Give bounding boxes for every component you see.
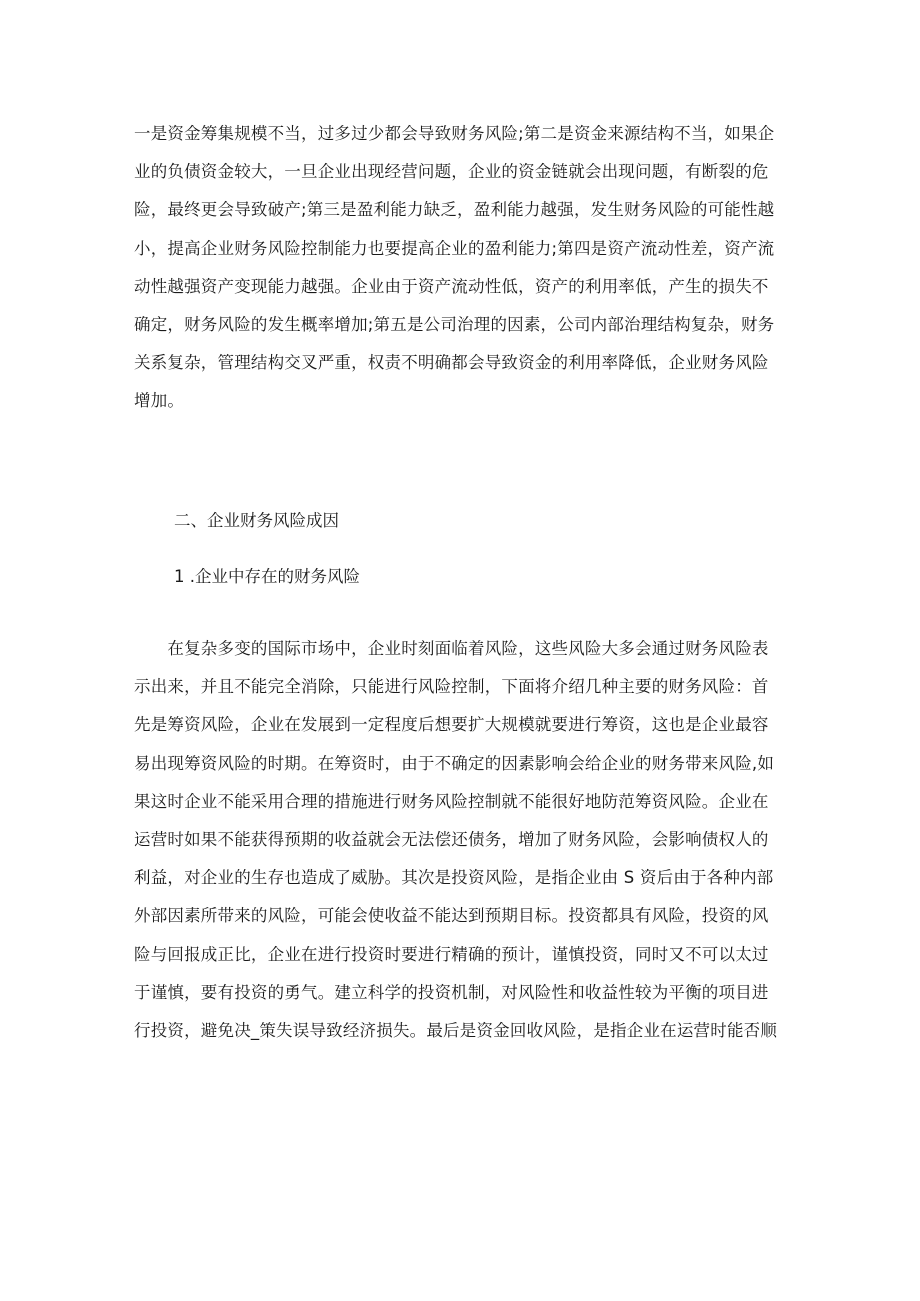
text-line: 险，最终更会导致破产;第三是盈利能力缺乏，盈利能力越强，发生财务风险的可能性越: [134, 200, 775, 220]
text-line: 易出现筹资风险的时期。在筹资时，由于不确定的因素影响会给企业的财务带来风险,如: [134, 753, 775, 773]
paragraph-financial-risk-types: [134, 630, 794, 1050]
text-line: 一是资金筹集规模不当，过多过少都会导致财务风险;第二是资金来源结构不当，如果企: [134, 124, 775, 143]
text-line: 增加。: [134, 391, 185, 411]
subsection-heading: 1 .企业中存在的财务风险: [174, 567, 360, 586]
text-line: 外部因素所带来的风险，可能会使收益不能达到预期目标。投资都具有风险，投资的风: [134, 906, 769, 926]
text-line: 小，提高企业财务风险控制能力也要提高企业的盈利能力;第四是资产流动性差，资产流: [134, 238, 775, 258]
text-line: 示出来，并且不能完全消除，只能进行风险控制，下面将介绍几种主要的财务风险：首: [134, 677, 769, 697]
text-line: 确定，财务风险的发生概率增加;第五是公司治理的因素，公司内部治理结构复杂，财务: [134, 314, 775, 334]
paragraph-financial-risk-factors: [134, 115, 794, 421]
text-line: 险与回报成正比，企业在进行投资时要进行精确的预计，谨慎投资，同时又不可以太过: [134, 944, 769, 964]
text-line: 于谨慎，要有投资的勇气。建立科学的投资机制，对风险性和收益性较为平衡的项目进: [134, 982, 769, 1002]
text-line: 关系复杂，管理结构交叉严重，权责不明确都会导致资金的利用率降低，企业财务风险: [134, 353, 769, 373]
text-line: 运营时如果不能获得预期的收益就会无法偿还债务，增加了财务风险，会影响债权人的: [134, 829, 769, 849]
text-line: 在复杂多变的国际市场中，企业时刻面临着风险，这些风险大多会通过财务风险表: [134, 639, 769, 658]
text-line: 行投资，避免决_策失误导致经济损失。最后是资金回收风险，是指企业在运营时能否顺: [134, 1020, 778, 1040]
text-line: 先是筹资风险，企业在发展到一定程度后想要扩大规模就要进行筹资，这也是企业最容: [134, 715, 769, 735]
text-line: 果这时企业不能采用合理的措施进行财务风险控制就不能很好地防范筹资风险。企业在: [134, 791, 769, 811]
text-line: 业的负债资金较大，一旦企业出现经营问题，企业的资金链就会出现问题，有断裂的危: [134, 162, 769, 182]
text-line: 动性越强资产变现能力越强。企业由于资产流动性低，资产的利用率低，产生的损失不: [134, 276, 769, 296]
section-heading: 二、企业财务风险成因: [174, 511, 339, 530]
text-line: 利益，对企业的生存也造成了威胁。其次是投资风险，是指企业由 S 资后由于各种内部: [134, 868, 774, 888]
